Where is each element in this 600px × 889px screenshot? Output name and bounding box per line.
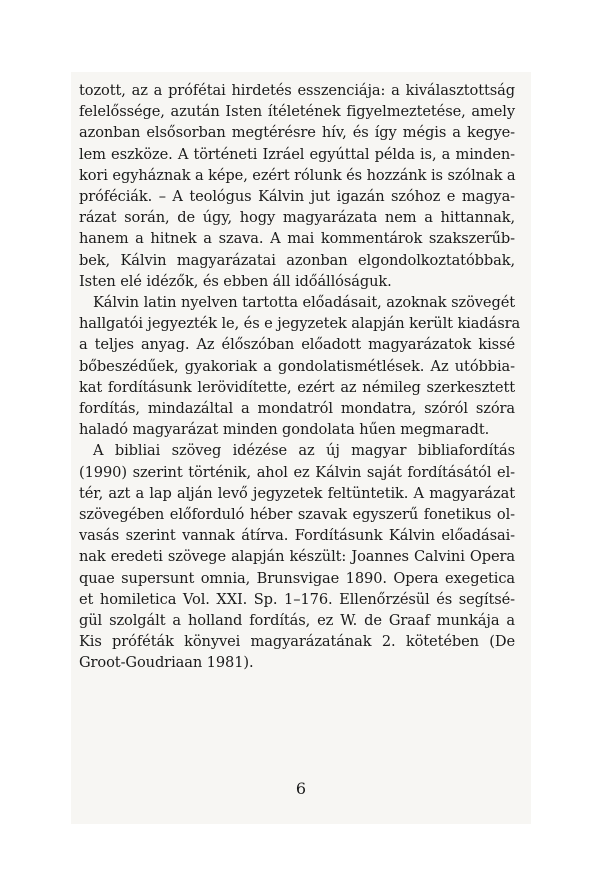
text-line: A bibliai szöveg idézése az új magyar bibliafordítás (93, 442, 515, 460)
text-line: fordítás, mindazáltal a mondatról mondatra, szóról szóra (79, 400, 515, 418)
text-line: Groot-Goudriaan 1981). (79, 654, 254, 672)
text-line: lem eszköze. A történeti Izráel egyúttal példa is, a minden- (79, 145, 515, 163)
text-line: bőbeszédűek, gyakoriak a gondolatismétlések. Az utóbbia- (79, 357, 515, 375)
text-line: kat fordításunk lerövidítette, ezért az némileg szerkesztett (79, 378, 515, 396)
text-line: gül szolgált a holland fordítás, ez W. de Graaf munkája a (79, 612, 515, 630)
text-line: próféciák. – A teológus Kálvin jut igazán szóhoz e magya- (79, 188, 515, 206)
page-number: 6 (295, 779, 307, 798)
text-line: rázat során, de úgy, hogy magyarázata nem a hittannak, (79, 209, 515, 227)
text-line: szövegében előforduló héber szavak egyszerű fonetikus ol- (79, 506, 515, 524)
body-text (79, 80, 521, 674)
text-line: tozott, az a prófétai hirdetés esszenciája: a kiválasztottság (79, 82, 515, 99)
paragraph-1 (79, 80, 515, 292)
text-line: et homiletica Vol. XXI. Sp. 1–176. Ellenőrzésül és segítsé- (79, 590, 515, 608)
text-line: haladó magyarázat minden gondolata hűen megmaradt. (79, 421, 490, 439)
text-line: hanem a hitnek a szava. A mai kommentárok szakszerűb- (79, 230, 515, 248)
text-line: quae supersunt omnia, Brunsvigae 1890. Opera exegetica (79, 569, 515, 587)
text-line: tér, azt a lap alján levő jegyzetek feltüntetik. A magyarázat (79, 484, 515, 502)
paragraph-2 (79, 292, 521, 440)
text-line: Isten elé idézők, és ebben áll időállóságuk. (79, 272, 392, 290)
text-line: a teljes anyag. Az élőszóban előadott magyarázatok kissé (79, 336, 515, 354)
text-line: Kis próféták könyvei magyarázatának 2. kötetében (De (79, 633, 515, 651)
text-line: hallgatói jegyezték le, és e jegyzetek alapján került kiadásra (79, 315, 521, 333)
text-line: Kálvin latin nyelven tartotta előadásait, azoknak szövegét (93, 294, 515, 312)
paragraph-3 (79, 440, 515, 673)
text-line: azonban elsősorban megtérésre hív, és így mégis a kegye- (79, 124, 515, 142)
text-line: kori egyháznak a képe, ezért rólunk és hozzánk is szólnak a (79, 166, 516, 184)
text-line: bek, Kálvin magyarázatai azonban elgondolkoztatóbbak, (79, 251, 515, 269)
text-line: vasás szerint vannak átírva. Fordításunk Kálvin előadásai- (79, 527, 515, 545)
book-page (71, 72, 531, 824)
text-line: nak eredeti szövege alapján készült: Joannes Calvini Opera (79, 548, 515, 566)
text-line: felelőssége, azután Isten ítéletének figyelmeztetése, amely (79, 103, 515, 121)
text-line: (1990) szerint történik, ahol ez Kálvin saját fordításától el- (79, 463, 515, 481)
